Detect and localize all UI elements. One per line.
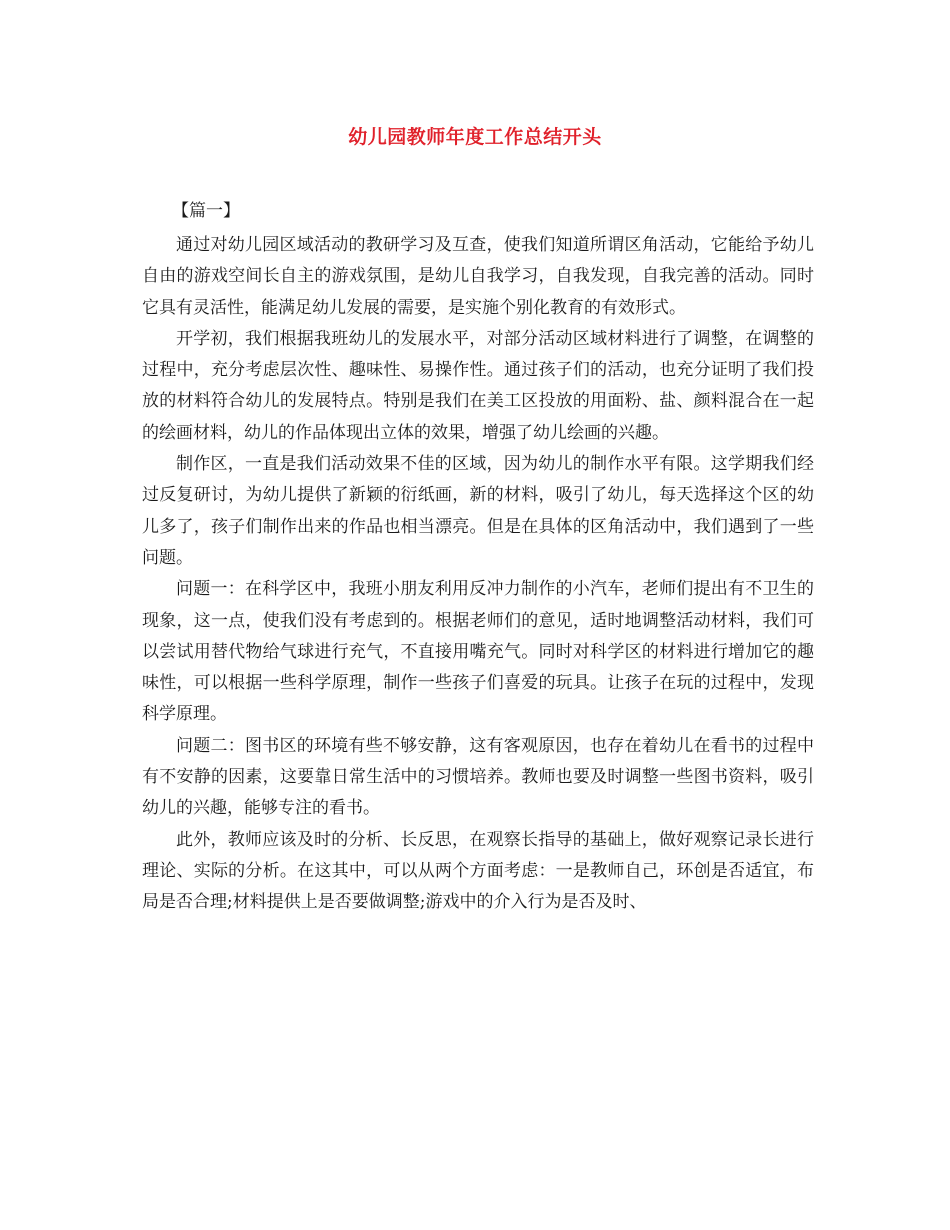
paragraph: 开学初，我们根据我班幼儿的发展水平，对部分活动区域材料进行了调整，在调整的过程中，充分考虑层次性、趣味性、易操作性。通过孩子们的活动，也充分证明了我们投放的材料符合幼儿的发展特点。特别是我们在美工区投放的用面粉、盐、颜料混合在一起的绘画材料，幼儿的作品体现出立体的效果，增强了幼儿绘画的兴趣。 [142,328,814,443]
paragraph: 问题一：在科学区中，我班小朋友利用反冲力制作的小汽车，老师们提出有不卫生的现象，这一点，使我们没有考虑到的。根据老师们的意见，适时地调整活动材料，我们可以尝试用替代物给气球进行充气，不直接用嘴充气。同时对科学区的材料进行增加它的趣味性，可以根据一些科学原理，制作一些孩子们喜爱的玩具。让孩子在玩的过程中，发现科学原理。 [142,579,814,725]
paragraph: 通过对幼儿园区域活动的教研学习及互查，使我们知道所谓区角活动，它能给予幼儿自由的游戏空间长自主的游戏氛围，是幼儿自我学习，自我发现，自我完善的活动。同时它具有灵活性，能满足幼儿发展的需要，是实施个别化教育的有效形式。 [142,235,814,318]
paragraph: 制作区，一直是我们活动效果不佳的区域，因为幼儿的制作水平有限。这学期我们经过反复研讨，为幼儿提供了新颖的衍纸画，新的材料，吸引了幼儿，每天选择这个区的幼儿多了，孩子们制作出来的作品也相当漂亮。但是在具体的区角活动中，我们遇到了一些问题。 [142,454,814,568]
section-label: 【篇一】 [172,201,240,221]
paragraph: 此外，教师应该及时的分析、长反思，在观察长指导的基础上，做好观察记录长进行理论、实际的分析。在这其中，可以从两个方面考虑：一是教师自己，环创是否适宜，布局是否合理;材料提供上是否要做调整;游戏中的介入行为是否及时、 [142,829,814,913]
paragraph: 问题二：图书区的环境有些不够安静，这有客观原因，也存在着幼儿在看书的过程中有不安静的因素，这要靠日常生活中的习惯培养。教师也要及时调整一些图书资料，吸引幼儿的兴趣，能够专注的看书。 [142,735,814,819]
document-title: 幼儿园教师年度工作总结开头 [348,126,602,148]
document-body [142,230,814,919]
